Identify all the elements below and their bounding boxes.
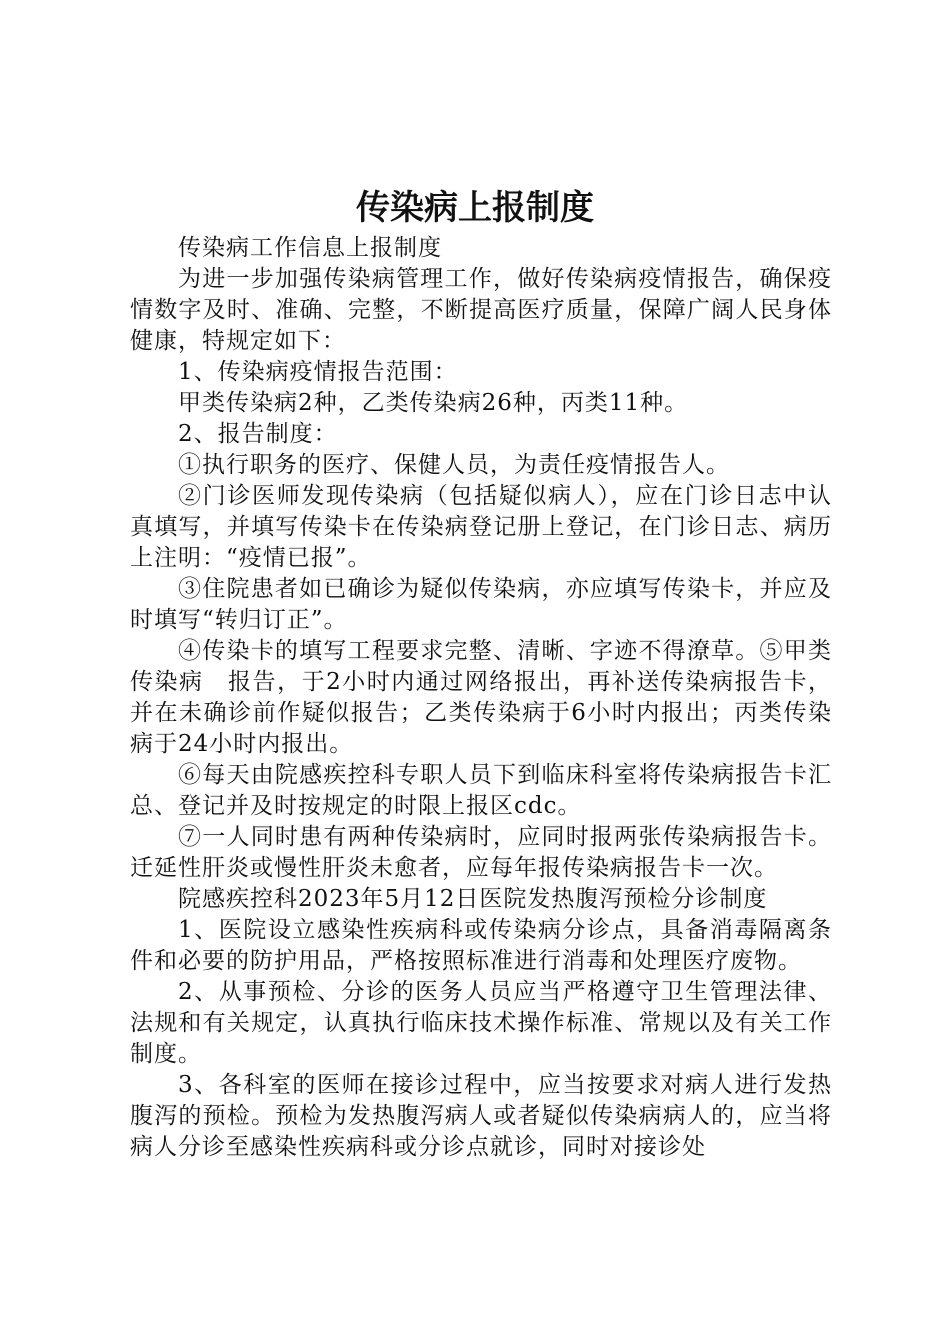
- paragraph-item-6: ⑥每天由院感疾控科专职人员下到临床科室将传染病报告卡汇总、登记并及时按规定的时限上报区cdc。: [130, 762, 832, 819]
- paragraph-item-7: ⑦一人同时患有两种传染病时，应同时报两张传染病报告卡。迁延性肝炎或慢性肝炎未愈者，应每年报传染病报告卡一次。: [130, 824, 832, 881]
- paragraph-signature-and-new-title: 院感疾控科2023年5月12日医院发热腹泻预检分诊制度: [178, 886, 768, 912]
- document-title: 传染病上报制度: [356, 188, 594, 228]
- paragraph-item-4-5: ④传染卡的填写工程要求完整、清晰、字迹不得潦草。⑤甲类传染病 报告，于2小时内通过网络报出，再补送传染病报告卡，并在未确诊前作疑似报告；乙类传染病于6小时内报出；丙类传染病于24小时内报出。: [130, 638, 832, 757]
- paragraph-subtitle: 传染病工作信息上报制度: [178, 235, 442, 261]
- paragraph-triage-3: 3、各科室的医师在接诊过程中，应当按要求对病人进行发热腹泻的预检。预检为发热腹泻病人或者疑似传染病病人的，应当将病人分诊至感染性疾病科或分诊点就诊，同时对接诊处: [130, 1072, 832, 1160]
- paragraph-triage-2: 2、从事预检、分诊的医务人员应当严格遵守卫生管理法律、法规和有关规定，认真执行临床技术操作标准、常规以及有关工作制度。: [130, 979, 832, 1067]
- paragraph-section-2-heading: 2、报告制度：: [178, 421, 338, 447]
- paragraph-section-1-body: 甲类传染病2种，乙类传染病26种，丙类11种。: [178, 390, 689, 416]
- paragraph-item-3: ③住院患者如已确诊为疑似传染病，亦应填写传染卡，并应及时填写“转归订正”。: [130, 576, 832, 633]
- paragraph-item-1: ①执行职务的医疗、保健人员，为责任疫情报告人。: [178, 452, 730, 478]
- document-body: [130, 233, 832, 1163]
- paragraph-section-1-heading: 1、传染病疫情报告范围：: [178, 359, 458, 385]
- paragraph-intro: 为进一步加强传染病管理工作，做好传染病疫情报告，确保疫情数字及时、准确、完整，不断提高医疗质量，保障广阔人民身体健康，特规定如下：: [130, 266, 832, 354]
- paragraph-triage-1: 1、医院设立感染性疾病科或传染病分诊点，具备消毒隔离条件和必要的防护用品，严格按照标准进行消毒和处理医疗废物。: [130, 917, 832, 974]
- paragraph-item-2: ②门诊医师发现传染病（包括疑似病人），应在门诊日志中认真填写，并填写传染卡在传染病登记册上登记，在门诊日志、病历上注明：“疫情已报”。: [130, 483, 832, 571]
